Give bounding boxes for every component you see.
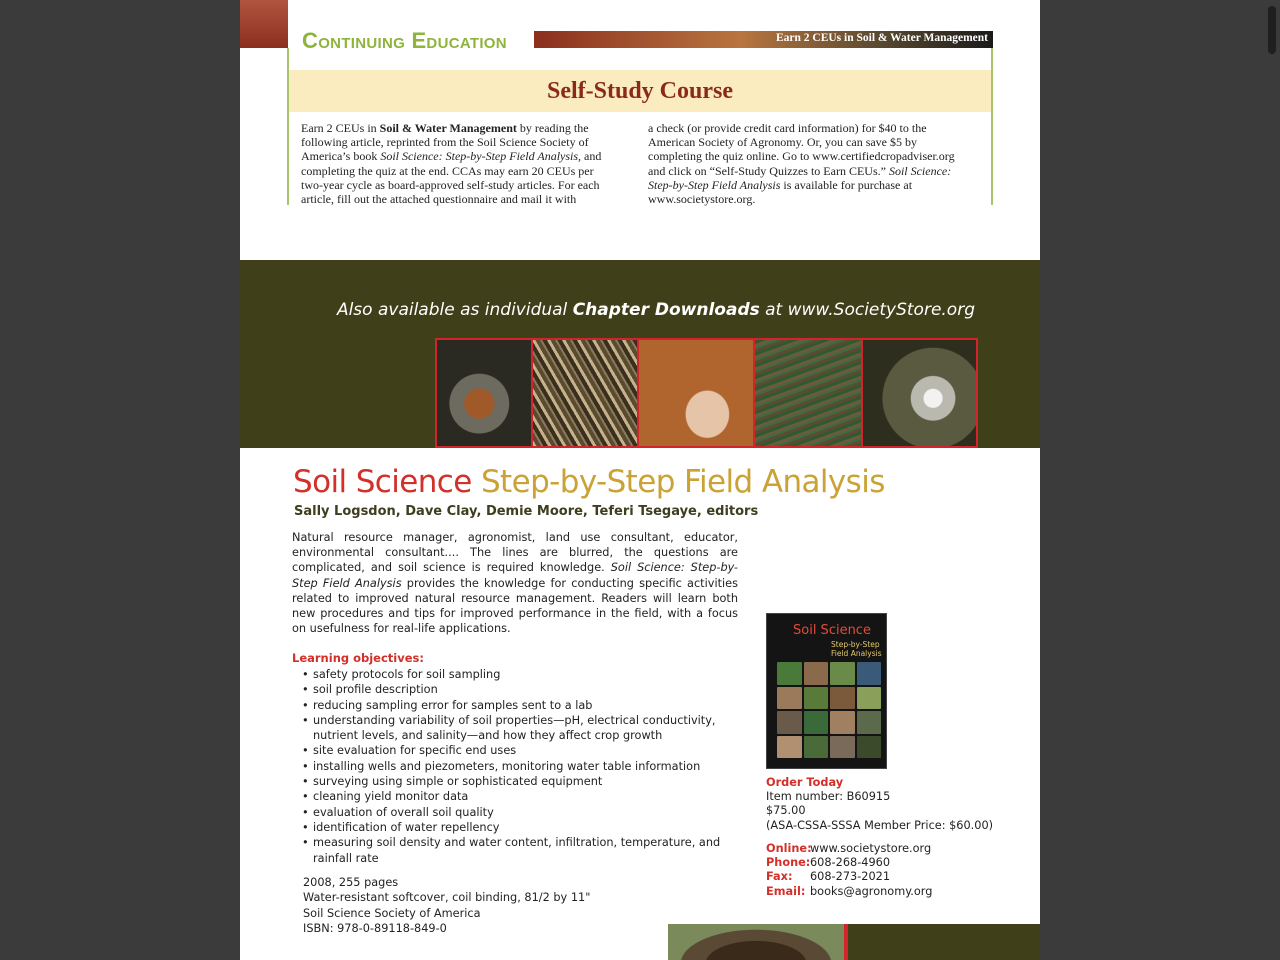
cover-subtitle-line: Step-by-Step	[831, 640, 880, 649]
banner-text	[240, 300, 975, 320]
footer-green-block	[848, 924, 1040, 960]
banner-suffix: at www.SocietyStore.org	[759, 300, 975, 320]
contact-fax: 608-273-2021	[810, 870, 891, 884]
contact-website-link[interactable]: www.societystore.org	[810, 842, 932, 855]
contact-label: Fax:	[766, 870, 793, 884]
intro-text: Earn 2 CEUs in	[301, 121, 380, 135]
ceu-banner	[534, 31, 993, 48]
book-title-sub: Step-by-Step Field Analysis	[480, 464, 885, 500]
objective-item: • installing wells and piezometers, monitoring water table information	[302, 759, 732, 774]
section-title: Continuing Education	[302, 28, 507, 53]
intro-text: a check (or provide credit card information) for $40 to the American Society of Agronomy. Or, you can save $5 by completing the quiz online. Go to www.certifiedcropadviser.org and click on “Self-Study Quizzes to Earn CEUs.”	[648, 121, 955, 178]
objective-item: • soil profile description	[302, 682, 732, 697]
objective-item: • measuring soil density and water content, infiltration, temperature, and rainfall rate	[302, 835, 732, 866]
contact-label: Online:	[766, 842, 812, 855]
contact-label: Email:	[766, 884, 806, 898]
objectives-heading: Learning objectives:	[292, 651, 424, 665]
intro-text: is available for purchase at www.societystore.org.	[648, 177, 913, 207]
objective-item: • safety protocols for soil sampling	[302, 667, 732, 682]
objective-item: • understanding variability of soil properties—pH, electrical conductivity, nutrient levels, and salinity—and how they affect crop growth	[302, 713, 732, 744]
intro-column-right	[648, 121, 964, 206]
order-title: Order Today	[766, 776, 844, 789]
photo-strip	[435, 338, 978, 448]
objective-item: • evaluation of overall soil quality	[302, 805, 732, 820]
contact-row-phone	[766, 856, 932, 870]
book-cover-image	[766, 613, 887, 769]
intro-book-title: Soil Science: Step-by-Step Field Analysis	[648, 163, 952, 192]
objective-item: • site evaluation for specific end uses	[302, 743, 732, 758]
objective-item: • reducing sampling error for samples sent to a lab	[302, 698, 732, 713]
book-editors: Sally Logsdon, Dave Clay, Demie Moore, Teferi Tsegaye, editors	[294, 504, 759, 519]
photo-water-droplet	[861, 340, 976, 446]
intro-text: by reading the following article, reprinted from the Soil Science Society of America’s book	[301, 121, 589, 164]
pub-line: ISBN: 978-0-89118-849-0	[303, 921, 447, 935]
course-type-heading	[289, 70, 991, 112]
desc-text: Natural resource manager, agronomist, land use consultant, educator, environmental consultant.... The lines are blurred, the questions are complicated, and soil science is required knowledge.	[292, 531, 738, 575]
order-item-number: Item number: B60915	[766, 790, 891, 804]
order-info	[766, 776, 993, 833]
box-border-right	[991, 48, 993, 205]
course-type-text: Self-Study Course	[546, 78, 733, 104]
intro-bold: Soil & Water Management	[379, 121, 517, 135]
photo-field-rows	[753, 340, 861, 446]
contact-email-link[interactable]: books@agronomy.org	[810, 884, 933, 898]
photo-crop-residue	[531, 340, 637, 446]
publication-info	[303, 875, 590, 936]
contact-phone: 608-268-4960	[810, 856, 891, 870]
order-price: $75.00	[766, 804, 806, 818]
corner-decoration	[240, 0, 288, 48]
scrollbar-thumb[interactable]	[1268, 6, 1276, 54]
objective-item: • surveying using simple or sophisticated equipment	[302, 774, 732, 789]
cover-photo-grid	[777, 662, 881, 758]
contact-row-email	[766, 885, 932, 899]
objective-item: • identification of water repellency	[302, 820, 732, 835]
cover-subtitle-line: Field Analysis	[831, 649, 882, 658]
banner-prefix: Also available as individual	[336, 300, 573, 320]
intro-column-left	[301, 121, 617, 206]
book-title-main: Soil Science	[293, 464, 472, 500]
book-title	[293, 464, 885, 500]
contact-row-online	[766, 842, 932, 856]
desc-text: provides the knowledge for conducting specific activities related to improved natural resource management. Readers will learn both new procedures and tips for improved performance in the field, with a focus on usefulness for real-life applications.	[292, 576, 738, 636]
desc-book-title: Soil Science: Step-by-Step Field Analysis	[292, 561, 738, 590]
intro-text: and completing the quiz at the end. CCAs may earn 20 CEUs per two-year cycle as board-approved self-study articles. For each article, fill out the attached questionnaire and mail it with	[301, 149, 602, 207]
book-description	[292, 530, 738, 636]
contact-label: Phone:	[766, 856, 811, 870]
cover-subtitle	[831, 640, 882, 658]
objectives-list	[302, 667, 732, 866]
contact-info	[766, 842, 932, 899]
cover-title: Soil Science	[793, 623, 871, 638]
pub-line: Water-resistant softcover, coil binding, 81/2 by 11"	[303, 891, 591, 905]
contact-row-fax	[766, 870, 932, 884]
pub-line: 2008, 255 pages	[303, 876, 399, 889]
photo-soil-handful	[668, 924, 844, 960]
document-page	[240, 0, 1040, 960]
banner-bold: Chapter Downloads	[572, 300, 760, 320]
intro-book-title: Soil Science: Step-by-Step Field Analysis,	[380, 149, 582, 164]
pub-line: Soil Science Society of America	[303, 906, 481, 920]
chapter-downloads-banner	[240, 260, 1040, 448]
photo-sieve-lab	[437, 340, 531, 446]
ceu-banner-text: Earn 2 CEUs in Soil & Water Management	[775, 32, 988, 44]
objective-item: • cleaning yield monitor data	[302, 789, 732, 804]
photo-hand-soil	[637, 340, 753, 446]
order-member-price: (ASA-CSSA-SSSA Member Price: $60.00)	[766, 818, 994, 832]
